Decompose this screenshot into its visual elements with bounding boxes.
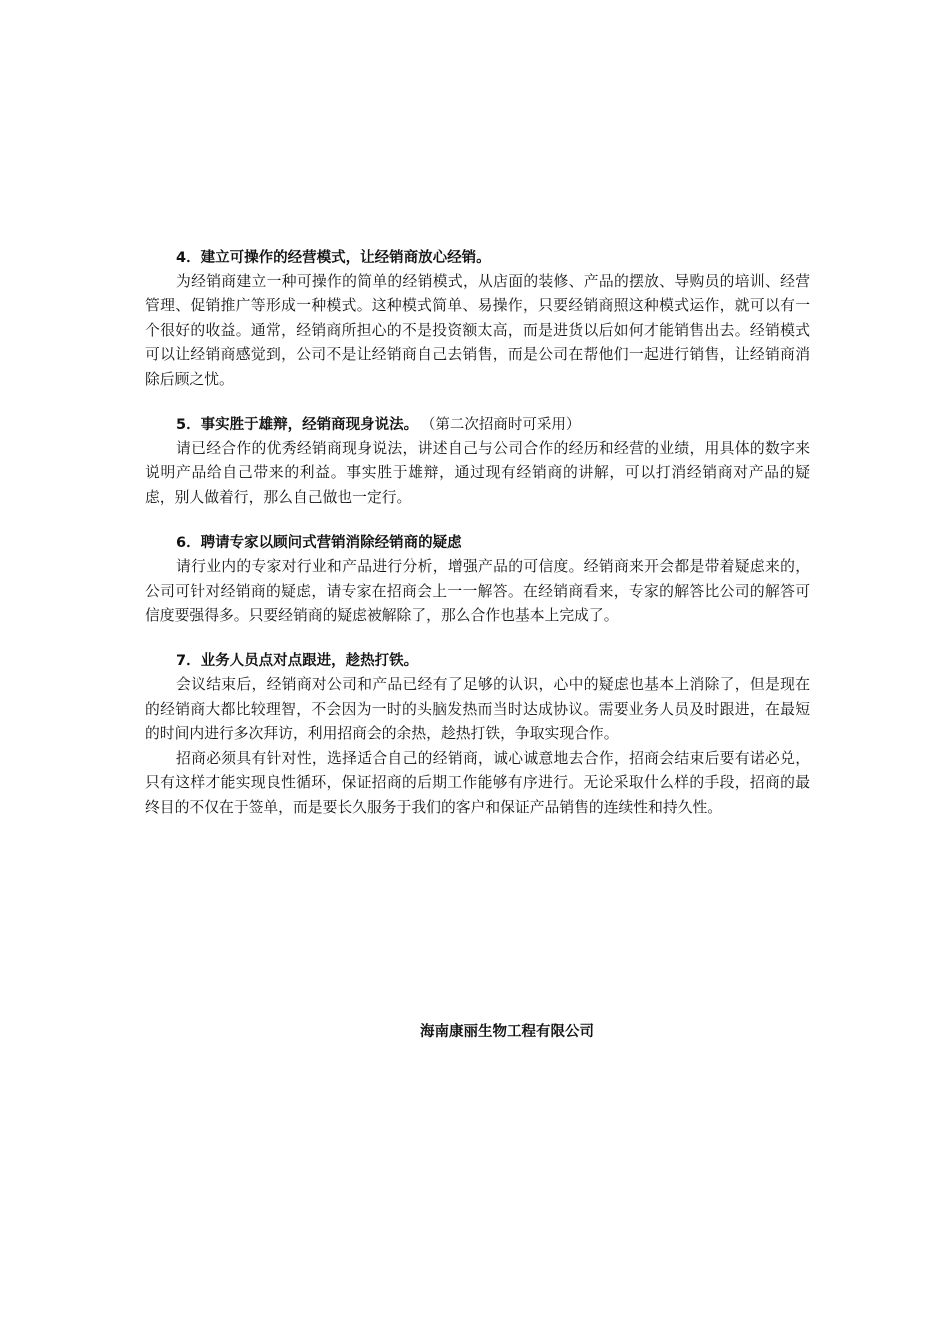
section-4 <box>145 246 810 392</box>
heading-text: 7．业务人员点对点跟进，趁热打铁。 <box>176 653 419 670</box>
section-5 <box>145 413 810 510</box>
section-7 <box>145 649 810 819</box>
section-heading <box>145 246 810 270</box>
company-name: 海南康丽生物工程有限公司 <box>420 1024 594 1040</box>
heading-text: 5．事实胜于雄辩，经销商现身说法。 <box>176 417 419 434</box>
paragraph: 请行业内的专家对行业和产品进行分析，增强产品的可信度。经销商来开会都是带着疑虑来的，公司可针对经销商的疑虑，请专家在招商会上一一解答。在经销商看来，专家的解答比公司的解答可信度要强得多。只要经销商的疑虑被解除了，那么合作也基本上完成了。 <box>145 558 810 625</box>
document-body <box>145 246 810 841</box>
section-6 <box>145 531 810 628</box>
section-heading <box>145 413 810 437</box>
paragraph: 为经销商建立一种可操作的简单的经销模式，从店面的装修、产品的摆放、导购员的培训、经营管理、促销推广等形成一种模式。这种模式简单、易操作，只要经销商照这种模式运作，就可以有一个很好的收益。通常，经销商所担心的不是投资额太高，而是进货以后如何才能销售出去。经销模式可以让经销商感觉到，公司不是让经销商自己去销售，而是公司在帮他们一起进行销售，让经销商消除后顾之忧。 <box>145 273 810 388</box>
paragraph: 请已经合作的优秀经销商现身说法，讲述自己与公司合作的经历和经营的业绩，用具体的数字来说明产品给自己带来的利益。事实胜于雄辩，通过现有经销商的讲解，可以打消经销商对产品的疑虑，别人做着行，那么自己做也一定行。 <box>145 440 810 506</box>
paragraph: 招商必须具有针对性，选择适合自己的经销商，诚心诚意地去合作，招商会结束后要有诺必兑，只有这样才能实现良性循环，保证招商的后期工作能够有序进行。无论采取什么样的手段，招商的最终目的不仅在于签单，而是要长久服务于我们的客户和保证产品销售的连续性和持久性。 <box>145 749 810 816</box>
section-heading <box>145 531 810 555</box>
heading-note: （第二次招商时可采用） <box>428 417 581 434</box>
paragraph: 会议结束后，经销商对公司和产品已经有了足够的认识，心中的疑虑也基本上消除了，但是现在的经销商大都比较理智，不会因为一时的头脑发热而当时达成协议。需要业务人员及时跟进，在最短的时间内进行多次拜访，利用招商会的余热，趁热打铁，争取实现合作。 <box>145 676 810 743</box>
heading-text: 4．建立可操作的经营模式，让经销商放心经销。 <box>176 250 491 266</box>
section-heading <box>145 649 810 673</box>
heading-text: 6．聘请专家以顾问式营销消除经销商的疑虑 <box>176 535 462 552</box>
